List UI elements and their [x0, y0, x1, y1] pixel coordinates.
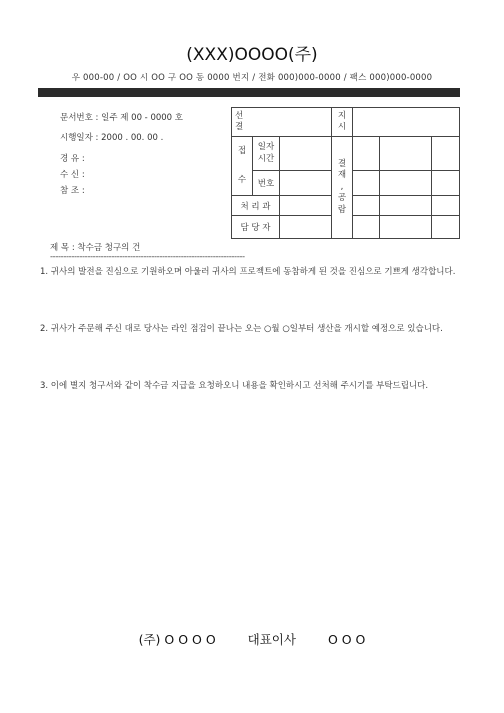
jeopsu-cell — [232, 137, 253, 196]
approval-box-3c — [432, 196, 460, 216]
approval-box-4a — [353, 216, 380, 239]
recipient-label: 수 신 : — [60, 170, 85, 180]
seon-text: 선 — [235, 110, 244, 121]
jisi-label-cell — [332, 108, 353, 137]
approval-box-1a — [353, 137, 380, 171]
number-label-cell: 번호 — [253, 171, 280, 196]
number-value-cell — [280, 171, 332, 196]
seongyeol-cell — [232, 108, 332, 137]
recipient-row — [60, 168, 85, 180]
doc-number-row — [60, 111, 183, 123]
ji-text: 지 — [337, 110, 347, 121]
issue-date-row — [60, 131, 163, 143]
approval-box-4c — [432, 216, 460, 239]
subject-label: 제 목 : — [50, 243, 75, 253]
gong-text: 공 — [337, 193, 347, 204]
person-in-charge-value-cell — [280, 216, 332, 239]
approval-box-3b — [380, 196, 432, 216]
doc-number-label: 문서번호 : — [60, 113, 99, 123]
signature-title: 대표이사 — [247, 632, 296, 647]
approval-table — [231, 107, 460, 239]
approval-box-2c — [432, 171, 460, 196]
si-text: 시 — [337, 122, 347, 132]
approval-box-2a — [353, 171, 380, 196]
reference-row — [60, 184, 85, 196]
header-divider-bar — [38, 88, 460, 97]
gyeoljae-gongram-cell — [332, 137, 353, 239]
approval-box-1c — [432, 137, 460, 171]
doc-number-value: 일주 제 00 - 0000 호 — [101, 113, 183, 123]
signature-company: (주) O O O O — [138, 632, 216, 647]
company-address: 우 000-00 / OO 시 OO 구 OO 동 0000 번지 / 전화 000)000-0000 / 팩스 000)000-0000 — [71, 73, 433, 83]
person-in-charge-label-cell: 담 당 자 — [232, 216, 280, 239]
issue-date-value: 2000 . 00. 00 . — [101, 133, 164, 143]
approval-box-1b — [380, 137, 432, 171]
date-time-value-cell — [280, 137, 332, 171]
su-text: 수 — [237, 175, 247, 185]
ilja-text: 일자 — [257, 142, 275, 153]
jae-text: 재 — [337, 170, 347, 181]
approval-box-3a — [353, 196, 380, 216]
reference-label: 참 조 : — [60, 186, 85, 196]
jeop-text: 접 — [237, 146, 247, 156]
signature-name: O O O — [327, 632, 366, 647]
processing-dept-value-cell — [280, 196, 332, 216]
processing-dept-label-cell: 처 리 과 — [232, 196, 280, 216]
sigan-text: 시간 — [257, 153, 275, 164]
gyeol-text: 결 — [235, 122, 244, 132]
body-paragraph-3: 3. 이에 별지 청구서와 같이 착수금 지급을 요청하오니 내용을 확인하시고 선처해 주시기를 부탁드립니다. — [40, 381, 429, 391]
comma-text: , — [340, 181, 344, 192]
jisi-value-cell — [353, 108, 460, 137]
via-row — [60, 152, 85, 164]
body-paragraph-1: 1. 귀사의 발전을 진심으로 기원하오며 아울러 귀사의 프로젝트에 동참하게 된 것을 진심으로 기쁘게 생각합니다. — [40, 267, 456, 277]
gyeol2-text: 결 — [337, 158, 347, 169]
company-title: (XXX)OOOO(주) — [186, 45, 318, 65]
via-label: 경 유 : — [60, 154, 85, 164]
signature-line — [0, 630, 504, 648]
approval-box-2b — [380, 171, 432, 196]
issue-date-label: 시행일자 : — [60, 133, 99, 143]
dashed-divider: ------------------------------------------------------------------------- — [50, 252, 245, 262]
subject-value: 착수금 청구의 건 — [77, 243, 141, 253]
body-paragraph-2: 2. 귀사가 주문해 주신 대로 당사는 라인 점검이 끝나는 오는 ○월 ○일부터 생산을 개시할 예정으로 있습니다. — [40, 324, 443, 334]
approval-box-4b — [380, 216, 432, 239]
date-time-label-cell — [253, 137, 280, 171]
ram-text: 람 — [337, 204, 347, 215]
